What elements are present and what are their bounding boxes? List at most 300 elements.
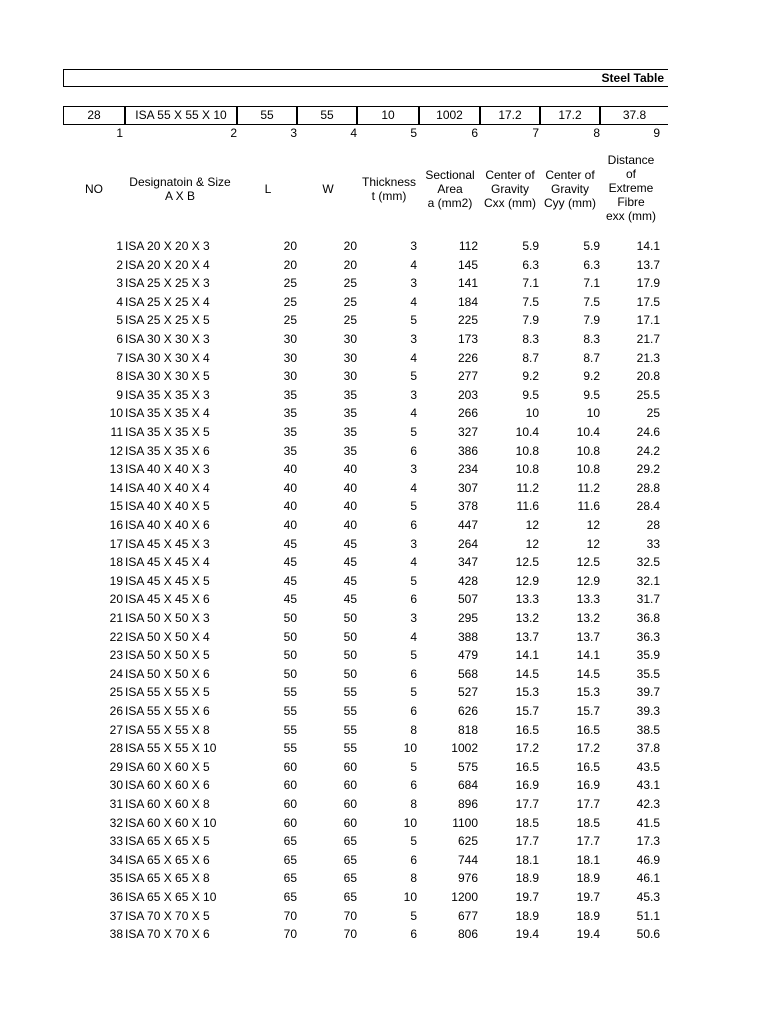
table-row[interactable]: [0, 442, 768, 461]
cell-thickness[interactable]: 5: [410, 908, 417, 923]
cell-cxx[interactable]: 6.3: [522, 257, 539, 272]
cell-designation[interactable]: ISA 65 X 65 X 8: [125, 871, 210, 886]
cell-w[interactable]: 40: [343, 499, 357, 514]
cell-cyy[interactable]: 10.4: [576, 425, 600, 439]
cell-no[interactable]: 38: [109, 927, 123, 942]
cell-l[interactable]: 60: [283, 815, 297, 830]
cell-thickness[interactable]: 8: [410, 871, 417, 886]
cell-designation[interactable]: ISA 35 X 35 X 5: [125, 425, 210, 439]
cell-cyy[interactable]: 10: [586, 406, 600, 421]
table-row[interactable]: [0, 814, 768, 833]
cell-no[interactable]: 6: [116, 332, 123, 346]
cell-area[interactable]: 141: [457, 276, 478, 291]
cell-no[interactable]: 7: [116, 350, 123, 365]
cell-exx[interactable]: 32.1: [636, 573, 660, 588]
cell-cxx[interactable]: 12: [525, 518, 539, 532]
table-row[interactable]: [0, 293, 768, 312]
cell-cxx[interactable]: 9.5: [522, 387, 539, 402]
cell-cxx[interactable]: 10: [525, 406, 539, 421]
cell-cyy[interactable]: 19.4: [576, 927, 600, 942]
cell-cxx[interactable]: 13.3: [515, 592, 539, 607]
cell-exx[interactable]: 41.5: [636, 815, 660, 830]
cell-cyy[interactable]: 5.9: [583, 239, 600, 253]
cell-exx[interactable]: 17.3: [636, 834, 660, 849]
cell-no[interactable]: 13: [109, 462, 123, 477]
cell-l[interactable]: 55: [283, 722, 297, 737]
cell-cxx[interactable]: 17.2: [515, 741, 539, 756]
cell-designation[interactable]: ISA 45 X 45 X 6: [125, 592, 210, 607]
cell-designation[interactable]: ISA 25 X 25 X 3: [125, 276, 210, 291]
cell-no[interactable]: 10: [109, 406, 123, 421]
table-row[interactable]: [0, 832, 768, 851]
cell-no[interactable]: 23: [109, 648, 123, 663]
cell-exx[interactable]: 32.5: [636, 555, 660, 570]
cell-designation[interactable]: ISA 30 X 30 X 3: [125, 332, 210, 346]
cell-cxx[interactable]: 13.7: [515, 629, 539, 644]
cell-w[interactable]: 20: [343, 239, 357, 253]
table-row[interactable]: [0, 721, 768, 740]
cell-exx[interactable]: 25: [646, 406, 660, 421]
cell-thickness[interactable]: 3: [410, 387, 417, 402]
cell-area[interactable]: 625: [457, 834, 478, 849]
cell-thickness[interactable]: 4: [410, 555, 417, 570]
cell-thickness[interactable]: 6: [410, 592, 417, 607]
cell-thickness[interactable]: 3: [410, 462, 417, 477]
cell-l[interactable]: 25: [283, 294, 297, 309]
cell-no[interactable]: 4: [116, 294, 123, 309]
cell-cyy[interactable]: 8.7: [583, 350, 600, 365]
cell-l[interactable]: 35: [283, 425, 297, 439]
cell-l[interactable]: 35: [283, 387, 297, 402]
cell-w[interactable]: 65: [343, 871, 357, 886]
cell-thickness[interactable]: 10: [403, 815, 417, 830]
cell-cyy[interactable]: 15.7: [576, 704, 600, 718]
cell-l[interactable]: 20: [283, 239, 297, 253]
cell-l[interactable]: 40: [283, 480, 297, 495]
cell-area[interactable]: 378: [457, 499, 478, 514]
cell-cyy[interactable]: 9.5: [583, 387, 600, 402]
cell-thickness[interactable]: 5: [410, 499, 417, 514]
cell-cyy[interactable]: 18.9: [576, 908, 600, 923]
cell-l[interactable]: 65: [283, 890, 297, 904]
cell-exx[interactable]: 37.8: [636, 741, 660, 756]
cell-area[interactable]: 264: [457, 536, 478, 551]
cell-no[interactable]: 21: [109, 611, 123, 625]
cell-exx[interactable]: 17.5: [636, 294, 660, 309]
cell-cyy[interactable]: 17.7: [576, 797, 600, 811]
cell-designation[interactable]: ISA 35 X 35 X 3: [125, 387, 210, 402]
cell-l[interactable]: 50: [283, 611, 297, 625]
cell-thickness[interactable]: 5: [410, 369, 417, 384]
cell-thickness[interactable]: 5: [410, 313, 417, 328]
cell-area[interactable]: 112: [458, 239, 478, 253]
cell-cxx[interactable]: 15.7: [515, 704, 539, 718]
cell-exx[interactable]: 28.8: [636, 480, 660, 495]
cell-w[interactable]: 35: [343, 425, 357, 439]
cell-exx[interactable]: 46.9: [636, 852, 660, 867]
cell-area[interactable]: 479: [457, 648, 478, 663]
cell-thickness[interactable]: 6: [410, 518, 417, 532]
cell-w[interactable]: 25: [343, 313, 357, 328]
cell-area[interactable]: 976: [457, 871, 478, 886]
cell-thickness[interactable]: 8: [410, 722, 417, 737]
cell-designation[interactable]: ISA 65 X 65 X 5: [125, 834, 210, 849]
table-row[interactable]: [0, 869, 768, 888]
cell-cyy[interactable]: 10.8: [576, 443, 600, 458]
cell-no[interactable]: 37: [109, 908, 123, 923]
cell-thickness[interactable]: 5: [410, 685, 417, 700]
cell-exx[interactable]: 39.7: [636, 685, 660, 700]
cell-area[interactable]: 568: [457, 666, 478, 681]
cell-no[interactable]: 9: [116, 387, 123, 402]
cell-exx[interactable]: 28: [646, 518, 660, 532]
cell-exx[interactable]: 43.1: [636, 778, 660, 793]
cell-exx[interactable]: 42.3: [636, 797, 660, 811]
cell-area[interactable]: 203: [457, 387, 478, 402]
cell-w[interactable]: 45: [343, 555, 357, 570]
cell-w[interactable]: 35: [343, 406, 357, 421]
selected-cell-2[interactable]: ISA 55 X 55 X 10: [125, 106, 237, 125]
cell-w[interactable]: 55: [343, 722, 357, 737]
cell-l[interactable]: 30: [283, 369, 297, 384]
cell-thickness[interactable]: 5: [410, 573, 417, 588]
cell-exx[interactable]: 45.3: [636, 890, 660, 904]
cell-thickness[interactable]: 3: [410, 239, 417, 253]
cell-cxx[interactable]: 16.5: [515, 722, 539, 737]
cell-thickness[interactable]: 3: [410, 536, 417, 551]
cell-area[interactable]: 575: [457, 759, 478, 774]
cell-w[interactable]: 25: [343, 294, 357, 309]
cell-cxx[interactable]: 10.8: [515, 462, 539, 477]
cell-no[interactable]: 33: [109, 834, 123, 849]
table-row[interactable]: [0, 423, 768, 442]
cell-w[interactable]: 60: [343, 815, 357, 830]
cell-area[interactable]: 173: [457, 332, 478, 346]
table-row[interactable]: [0, 907, 768, 926]
cell-cxx[interactable]: 8.3: [522, 332, 539, 346]
table-row[interactable]: [0, 739, 768, 758]
cell-l[interactable]: 55: [283, 741, 297, 756]
cell-w[interactable]: 50: [343, 611, 357, 625]
cell-designation[interactable]: ISA 25 X 25 X 4: [125, 294, 210, 309]
cell-exx[interactable]: 24.6: [636, 425, 660, 439]
cell-no[interactable]: 12: [109, 443, 123, 458]
cell-no[interactable]: 31: [109, 797, 123, 811]
cell-thickness[interactable]: 5: [410, 834, 417, 849]
selected-cell-8[interactable]: 17.2: [540, 106, 600, 125]
cell-area[interactable]: 145: [457, 257, 478, 272]
cell-l[interactable]: 60: [283, 797, 297, 811]
cell-cxx[interactable]: 18.5: [515, 815, 539, 830]
cell-cxx[interactable]: 16.5: [515, 759, 539, 774]
table-row[interactable]: [0, 776, 768, 795]
cell-area[interactable]: 1100: [452, 815, 478, 830]
cell-cyy[interactable]: 10.8: [576, 462, 600, 477]
cell-thickness[interactable]: 6: [410, 704, 417, 718]
cell-no[interactable]: 17: [109, 536, 123, 551]
table-row[interactable]: [0, 367, 768, 386]
table-row[interactable]: [0, 758, 768, 777]
cell-l[interactable]: 70: [283, 908, 297, 923]
cell-area[interactable]: 184: [457, 294, 478, 309]
cell-no[interactable]: 29: [109, 759, 123, 774]
cell-no[interactable]: 35: [109, 871, 123, 886]
cell-designation[interactable]: ISA 50 X 50 X 6: [125, 666, 210, 681]
cell-w[interactable]: 45: [343, 573, 357, 588]
table-row[interactable]: [0, 330, 768, 349]
cell-cyy[interactable]: 12: [586, 536, 600, 551]
table-row[interactable]: [0, 590, 768, 609]
cell-thickness[interactable]: 4: [410, 629, 417, 644]
cell-no[interactable]: 36: [109, 890, 123, 904]
cell-w[interactable]: 55: [343, 685, 357, 700]
cell-cxx[interactable]: 18.9: [515, 908, 539, 923]
cell-exx[interactable]: 51.1: [636, 908, 660, 923]
cell-l[interactable]: 65: [283, 852, 297, 867]
cell-area[interactable]: 744: [457, 852, 478, 867]
cell-designation[interactable]: ISA 45 X 45 X 4: [125, 555, 210, 570]
table-row[interactable]: [0, 479, 768, 498]
cell-no[interactable]: 8: [116, 369, 123, 384]
cell-designation[interactable]: ISA 50 X 50 X 3: [125, 611, 210, 625]
cell-cyy[interactable]: 16.9: [576, 778, 600, 793]
cell-cyy[interactable]: 7.9: [583, 313, 600, 328]
cell-cyy[interactable]: 18.9: [576, 871, 600, 886]
cell-w[interactable]: 40: [343, 518, 357, 532]
cell-cyy[interactable]: 17.2: [576, 741, 600, 756]
cell-designation[interactable]: ISA 25 X 25 X 5: [125, 313, 210, 328]
cell-l[interactable]: 35: [283, 406, 297, 421]
cell-area[interactable]: 277: [457, 369, 478, 384]
cell-l[interactable]: 65: [283, 834, 297, 849]
cell-designation[interactable]: ISA 60 X 60 X 5: [125, 759, 210, 774]
cell-cxx[interactable]: 18.1: [515, 852, 539, 867]
cell-cxx[interactable]: 7.5: [522, 294, 539, 309]
cell-thickness[interactable]: 3: [410, 611, 417, 625]
table-row[interactable]: [0, 795, 768, 814]
cell-exx[interactable]: 33: [646, 536, 660, 551]
table-row[interactable]: [0, 702, 768, 721]
cell-designation[interactable]: ISA 55 X 55 X 5: [125, 685, 210, 700]
cell-area[interactable]: 626: [457, 704, 478, 718]
cell-cyy[interactable]: 7.5: [583, 294, 600, 309]
cell-w[interactable]: 65: [343, 834, 357, 849]
cell-w[interactable]: 55: [343, 704, 357, 718]
cell-l[interactable]: 55: [283, 685, 297, 700]
selected-cell-6[interactable]: 1002: [419, 106, 480, 125]
cell-l[interactable]: 45: [283, 573, 297, 588]
cell-exx[interactable]: 17.1: [636, 313, 660, 328]
cell-exx[interactable]: 25.5: [636, 387, 660, 402]
cell-thickness[interactable]: 3: [410, 332, 417, 346]
cell-designation[interactable]: ISA 60 X 60 X 10: [125, 815, 217, 830]
cell-l[interactable]: 55: [283, 704, 297, 718]
cell-thickness[interactable]: 4: [410, 257, 417, 272]
table-row[interactable]: [0, 386, 768, 405]
cell-exx[interactable]: 29.2: [636, 462, 660, 477]
cell-area[interactable]: 386: [457, 443, 478, 458]
cell-l[interactable]: 30: [283, 350, 297, 365]
cell-cxx[interactable]: 5.9: [522, 239, 539, 253]
cell-w[interactable]: 35: [343, 387, 357, 402]
cell-area[interactable]: 1002: [451, 741, 478, 756]
cell-cxx[interactable]: 12: [525, 536, 539, 551]
cell-exx[interactable]: 38.5: [636, 722, 660, 737]
cell-designation[interactable]: ISA 30 X 30 X 5: [125, 369, 210, 384]
cell-designation[interactable]: ISA 55 X 55 X 8: [125, 722, 210, 737]
cell-cxx[interactable]: 18.9: [515, 871, 539, 886]
cell-w[interactable]: 30: [343, 332, 357, 346]
cell-no[interactable]: 16: [109, 518, 123, 532]
cell-no[interactable]: 18: [109, 555, 123, 570]
cell-cyy[interactable]: 16.5: [576, 759, 600, 774]
cell-cyy[interactable]: 8.3: [583, 332, 600, 346]
cell-exx[interactable]: 28.4: [636, 499, 660, 514]
cell-cxx[interactable]: 14.5: [515, 666, 539, 681]
table-row[interactable]: [0, 516, 768, 535]
cell-cyy[interactable]: 11.6: [577, 499, 600, 514]
cell-exx[interactable]: 31.7: [636, 592, 660, 607]
cell-w[interactable]: 40: [343, 480, 357, 495]
cell-cxx[interactable]: 11.6: [516, 499, 539, 514]
cell-no[interactable]: 22: [109, 629, 123, 644]
cell-designation[interactable]: ISA 40 X 40 X 4: [125, 480, 210, 495]
cell-exx[interactable]: 21.3: [636, 350, 660, 365]
cell-thickness[interactable]: 6: [410, 927, 417, 942]
cell-cxx[interactable]: 19.7: [515, 890, 539, 904]
cell-w[interactable]: 45: [343, 536, 357, 551]
cell-exx[interactable]: 46.1: [636, 871, 660, 886]
cell-cyy[interactable]: 19.7: [576, 890, 600, 904]
cell-w[interactable]: 55: [343, 741, 357, 756]
table-row[interactable]: [0, 535, 768, 554]
table-row[interactable]: [0, 553, 768, 572]
selected-cell-5[interactable]: 10: [357, 106, 419, 125]
cell-designation[interactable]: ISA 70 X 70 X 6: [125, 927, 210, 942]
cell-area[interactable]: 447: [457, 518, 478, 532]
cell-cyy[interactable]: 13.3: [576, 592, 600, 607]
cell-designation[interactable]: ISA 35 X 35 X 4: [125, 406, 210, 421]
cell-thickness[interactable]: 5: [410, 425, 417, 439]
cell-l[interactable]: 20: [283, 257, 297, 272]
cell-designation[interactable]: ISA 20 X 20 X 4: [125, 257, 210, 272]
cell-l[interactable]: 50: [283, 629, 297, 644]
cell-area[interactable]: 347: [457, 555, 478, 570]
cell-thickness[interactable]: 10: [403, 741, 417, 756]
cell-no[interactable]: 3: [116, 276, 123, 291]
cell-area[interactable]: 226: [457, 350, 478, 365]
table-row[interactable]: [0, 572, 768, 591]
cell-area[interactable]: 266: [457, 406, 478, 421]
cell-area[interactable]: 1200: [451, 890, 478, 904]
cell-l[interactable]: 35: [283, 443, 297, 458]
cell-no[interactable]: 25: [109, 685, 123, 700]
cell-area[interactable]: 225: [457, 313, 478, 328]
cell-no[interactable]: 32: [109, 815, 123, 830]
cell-no[interactable]: 1: [116, 239, 123, 253]
cell-cxx[interactable]: 15.3: [515, 685, 539, 700]
table-row[interactable]: [0, 256, 768, 275]
cell-area[interactable]: 818: [457, 722, 478, 737]
cell-designation[interactable]: ISA 35 X 35 X 6: [125, 443, 210, 458]
table-row[interactable]: [0, 628, 768, 647]
cell-l[interactable]: 40: [283, 499, 297, 514]
table-row[interactable]: [0, 237, 768, 256]
cell-l[interactable]: 45: [283, 555, 297, 570]
cell-cyy[interactable]: 12: [586, 518, 600, 532]
selected-cell-3[interactable]: 55: [237, 106, 297, 125]
cell-cxx[interactable]: 14.1: [515, 648, 539, 663]
cell-w[interactable]: 30: [343, 350, 357, 365]
cell-no[interactable]: 30: [109, 778, 123, 793]
cell-l[interactable]: 50: [283, 648, 297, 663]
cell-cxx[interactable]: 12.9: [515, 573, 539, 588]
cell-w[interactable]: 50: [343, 629, 357, 644]
cell-designation[interactable]: ISA 65 X 65 X 10: [125, 890, 217, 904]
table-row[interactable]: [0, 460, 768, 479]
cell-no[interactable]: 15: [109, 499, 123, 514]
cell-cxx[interactable]: 19.4: [515, 927, 539, 942]
cell-w[interactable]: 25: [343, 276, 357, 291]
cell-l[interactable]: 70: [283, 927, 297, 942]
cell-cxx[interactable]: 9.2: [522, 369, 539, 384]
table-row[interactable]: [0, 497, 768, 516]
cell-w[interactable]: 65: [343, 852, 357, 867]
cell-area[interactable]: 295: [457, 611, 478, 625]
table-row[interactable]: [0, 609, 768, 628]
cell-l[interactable]: 40: [283, 462, 297, 477]
cell-thickness[interactable]: 4: [410, 350, 417, 365]
table-row[interactable]: [0, 274, 768, 293]
cell-exx[interactable]: 50.6: [636, 927, 660, 942]
cell-designation[interactable]: ISA 20 X 20 X 3: [125, 239, 210, 253]
cell-l[interactable]: 45: [283, 536, 297, 551]
cell-designation[interactable]: ISA 40 X 40 X 5: [125, 499, 210, 514]
cell-l[interactable]: 60: [283, 778, 297, 793]
cell-no[interactable]: 19: [109, 573, 123, 588]
table-row[interactable]: [0, 683, 768, 702]
table-row[interactable]: [0, 888, 768, 907]
table-row[interactable]: [0, 925, 768, 944]
cell-w[interactable]: 20: [343, 257, 357, 272]
cell-w[interactable]: 60: [343, 778, 357, 793]
cell-w[interactable]: 40: [343, 462, 357, 477]
cell-cyy[interactable]: 13.2: [576, 611, 600, 625]
cell-area[interactable]: 307: [457, 480, 478, 495]
cell-cyy[interactable]: 12.9: [576, 573, 600, 588]
cell-area[interactable]: 428: [457, 573, 478, 588]
cell-designation[interactable]: ISA 40 X 40 X 3: [125, 462, 210, 477]
cell-cyy[interactable]: 14.5: [576, 666, 600, 681]
cell-cyy[interactable]: 18.1: [576, 852, 600, 867]
cell-thickness[interactable]: 5: [410, 648, 417, 663]
cell-thickness[interactable]: 4: [410, 294, 417, 309]
cell-cyy[interactable]: 11.2: [577, 480, 600, 495]
cell-cyy[interactable]: 9.2: [583, 369, 600, 384]
cell-cxx[interactable]: 7.1: [522, 276, 539, 291]
cell-cxx[interactable]: 16.9: [515, 778, 539, 793]
cell-thickness[interactable]: 4: [410, 406, 417, 421]
cell-w[interactable]: 60: [343, 797, 357, 811]
cell-designation[interactable]: ISA 50 X 50 X 5: [125, 648, 210, 663]
selected-cell-4[interactable]: 55: [297, 106, 357, 125]
cell-designation[interactable]: ISA 50 X 50 X 4: [125, 629, 210, 644]
cell-thickness[interactable]: 3: [410, 276, 417, 291]
cell-cyy[interactable]: 13.7: [576, 629, 600, 644]
table-row[interactable]: [0, 404, 768, 423]
table-row[interactable]: [0, 349, 768, 368]
cell-cxx[interactable]: 8.7: [522, 350, 539, 365]
